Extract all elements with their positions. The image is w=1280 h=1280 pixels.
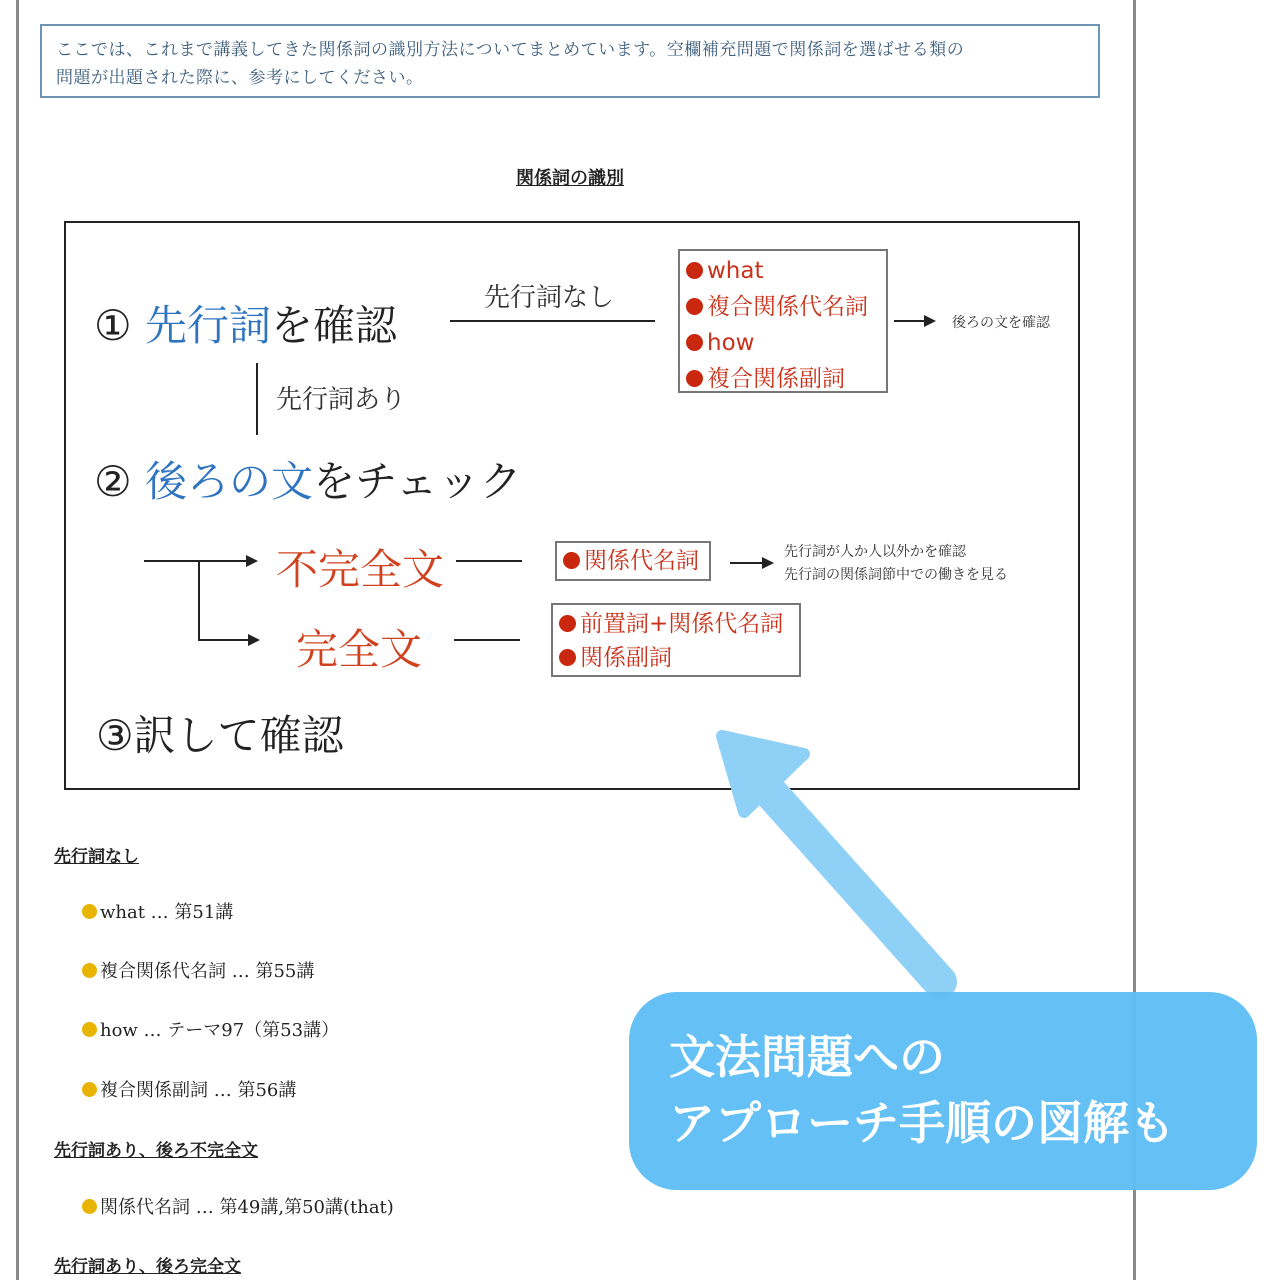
box1-note: 後ろの文を確認 [952,315,1050,331]
list-item: what … 第51講 [82,898,233,924]
box2-note-1: 先行詞が人か人以外かを確認 [784,544,966,560]
step3-heading: ③訳して確認 [96,711,344,760]
list-item: how … テーマ97（第53講） [82,1016,339,1042]
box2-note-2: 先行詞の関係詞節中での働きを見る [784,567,1008,583]
box1-item: how [686,325,880,361]
bullet-dot-icon [82,904,97,919]
branch-vertical-line [198,560,200,640]
callout-line-2: アプローチ手順の図解も [669,1096,1175,1150]
callout-banner [629,992,1257,1190]
has-antecedent-label: 先行詞あり [276,385,407,415]
list-heading-incomplete: 先行詞あり、後ろ不完全文 [54,1141,258,1161]
step2-number: ② [94,457,132,506]
page-border-left [16,0,19,1280]
box-no-antecedent [678,249,888,393]
bullet-dot-icon [559,649,576,666]
intro-line-1: ここでは、これまで講義してきた関係詞の識別方法についてまとめています。空欄補充問題で関係詞を選ばせる類の [56,40,965,60]
bullet-dot-icon [563,552,580,569]
bullet-dot-icon [686,298,703,315]
box2-item: 関係代名詞 [563,545,703,577]
bullet-dot-icon [686,334,703,351]
bullet-dot-icon [82,963,97,978]
arrow1-line [894,320,926,322]
box1-item: what [686,253,880,289]
box1-item: 複合関係副詞 [686,361,880,397]
intro-box [40,24,1100,98]
step2-heading [94,449,522,509]
arrow2-line [730,562,764,564]
step1-text: を確認 [271,301,398,350]
list-heading-no-antecedent: 先行詞なし [54,847,139,867]
arrow-right-icon [924,315,936,327]
intro-line-2: 問題が出題された際に、参考にしてください。 [56,68,424,88]
arrow-right-icon [248,634,260,646]
bullet-dot-icon [82,1022,97,1037]
step2-text: をチェック [313,457,522,506]
box1-item: 複合関係代名詞 [686,289,880,325]
incomplete-sentence-label: 不完全文 [276,545,445,594]
bullet-dot-icon [82,1082,97,1097]
step2-particle: の [229,457,272,506]
callout-arrow-icon [700,720,980,1020]
bullet-dot-icon [559,615,576,632]
no-antecedent-label: 先行詞なし [484,283,615,313]
box3-item: 関係副詞 [559,641,793,675]
callout-line-1: 文法問題への [669,1030,945,1084]
section-title: 関係詞の識別 [516,168,624,189]
step1-heading [94,293,397,353]
box-incomplete [555,541,711,581]
complete-sentence-label: 完全文 [296,625,423,674]
step1-number: ① [94,301,132,350]
complete-dash [454,639,520,641]
no-antecedent-line [450,320,655,322]
bullet-dot-icon [686,370,703,387]
list-item: 複合関係副詞 … 第56講 [82,1076,296,1102]
step2-keyword-2: 文 [271,457,314,506]
list-item: 複合関係代名詞 … 第55講 [82,957,314,983]
arrow-right-icon [246,555,258,567]
flow-diagram [64,221,1080,790]
step2-keyword-1: 後ろ [145,457,230,506]
arrow-right-icon [762,557,774,569]
bullet-dot-icon [686,262,703,279]
branch-top-line [144,560,246,562]
bullet-dot-icon [82,1199,97,1214]
branch-bottom-line [198,639,248,641]
has-antecedent-line [256,363,258,435]
list-heading-complete: 先行詞あり、後ろ完全文 [54,1257,241,1277]
step1-keyword: 先行詞 [145,301,272,350]
incomplete-dash [456,560,522,562]
list-item: 関係代名詞 … 第49講,第50講(that) [82,1193,394,1219]
box-complete [551,603,801,677]
box3-item: 前置詞+関係代名詞 [559,607,793,641]
